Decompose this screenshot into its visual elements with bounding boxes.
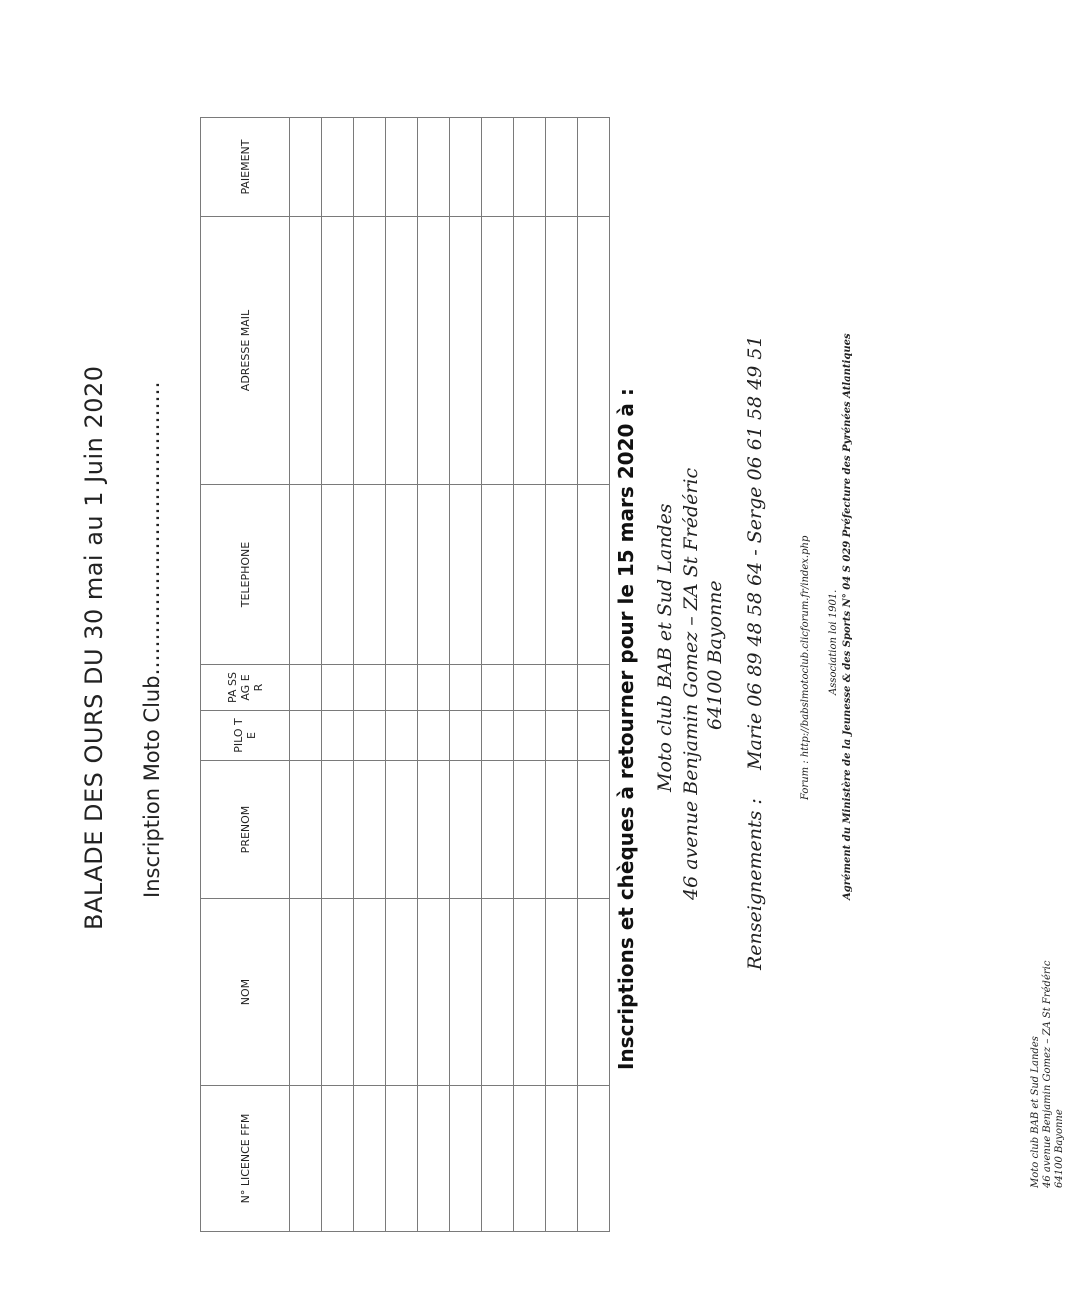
- table-cell: [546, 217, 578, 485]
- table-cell: [578, 711, 610, 761]
- table-cell: [386, 217, 418, 485]
- table-cell: [386, 899, 418, 1086]
- table-row: [354, 118, 386, 1232]
- header-pilote: PILO TE: [201, 711, 290, 761]
- table-cell: [514, 217, 546, 485]
- table-cell: [322, 761, 354, 899]
- table-cell: [354, 711, 386, 761]
- table-header-row: [201, 118, 290, 1232]
- table-cell: [514, 711, 546, 761]
- table-cell: [386, 485, 418, 665]
- table-cell: [482, 485, 514, 665]
- page-title: BALADE DES OURS DU 30 mai au 1 Juin 2020: [80, 365, 108, 930]
- agrement-text: Agrément du Ministère de la Jeunesse & des Sports N° 04 S 029 Préfecture des Pyrénées Atlantiques: [842, 333, 853, 900]
- header-prenom: PRENOM: [201, 761, 290, 899]
- table-cell: [386, 711, 418, 761]
- table-cell: [546, 711, 578, 761]
- table-cell: [386, 761, 418, 899]
- table-row: [450, 118, 482, 1232]
- table-cell: [418, 1086, 450, 1232]
- table-cell: [482, 761, 514, 899]
- table-cell: [514, 899, 546, 1086]
- table-cell: [290, 761, 322, 899]
- table-cell: [354, 485, 386, 665]
- table-cell: [418, 711, 450, 761]
- table-cell: [450, 485, 482, 665]
- table-cell: [482, 899, 514, 1086]
- association-text: Association loi 1901.: [828, 589, 839, 695]
- table-cell: [578, 761, 610, 899]
- header-telephone: TELEPHONE: [201, 485, 290, 665]
- info-label: Renseignements :: [744, 798, 766, 970]
- registration-table: [200, 117, 610, 1232]
- header-adresse-mail: ADRESSE MAIL: [201, 217, 290, 485]
- table-row: [482, 118, 514, 1232]
- table-cell: [418, 761, 450, 899]
- table-cell: [482, 665, 514, 711]
- header-paiement: PAIEMENT: [201, 118, 290, 217]
- table-cell: [290, 485, 322, 665]
- table-row: [386, 118, 418, 1232]
- header-licence: N° LICENCE FFM: [201, 1086, 290, 1232]
- header-nom: NOM: [201, 899, 290, 1086]
- table-row: [290, 118, 322, 1232]
- table-cell: [290, 217, 322, 485]
- table-cell: [514, 1086, 546, 1232]
- table-cell: [514, 118, 546, 217]
- table-cell: [386, 665, 418, 711]
- table-cell: [514, 761, 546, 899]
- table-cell: [418, 665, 450, 711]
- table-cell: [450, 711, 482, 761]
- deadline-text: Inscriptions et chèques à retourner pour le 15 mars 2020 à :: [614, 388, 638, 1070]
- table-cell: [322, 665, 354, 711]
- table-cell: [354, 899, 386, 1086]
- table-cell: [322, 711, 354, 761]
- table-cell: [578, 665, 610, 711]
- footer-address-line: 46 avenue Benjamin Gomez – ZA St Frédéric: [1042, 960, 1053, 1188]
- table-cell: [450, 665, 482, 711]
- info-contacts: Marie 06 89 48 58 64 - Serge 06 61 58 49 51: [744, 335, 766, 770]
- table-cell: [482, 1086, 514, 1232]
- org-city: 64100 Bayonne: [704, 580, 726, 730]
- footer-address: [1030, 961, 1066, 1188]
- table-cell: [418, 118, 450, 217]
- table-cell: [322, 1086, 354, 1232]
- footer-address-line: 64100 Bayonne: [1054, 1109, 1065, 1188]
- table-cell: [354, 665, 386, 711]
- table-cell: [546, 761, 578, 899]
- table-cell: [546, 899, 578, 1086]
- table-cell: [418, 217, 450, 485]
- table-cell: [450, 761, 482, 899]
- table-row: [514, 118, 546, 1232]
- table-cell: [482, 711, 514, 761]
- table-cell: [450, 1086, 482, 1232]
- table-cell: [354, 1086, 386, 1232]
- table-row: [418, 118, 450, 1232]
- club-name-line: Inscription Moto Club……………………………………: [140, 381, 164, 898]
- table-cell: [514, 485, 546, 665]
- table-cell: [482, 217, 514, 485]
- org-name: Moto club BAB et Sud Landes: [654, 503, 676, 792]
- table-row: [322, 118, 354, 1232]
- table-cell: [290, 665, 322, 711]
- table-cell: [386, 118, 418, 217]
- table-cell: [514, 665, 546, 711]
- table-cell: [450, 217, 482, 485]
- org-address: 46 avenue Benjamin Gomez – ZA St Frédéric: [680, 467, 702, 900]
- table-cell: [322, 899, 354, 1086]
- table-cell: [578, 1086, 610, 1232]
- table-cell: [290, 899, 322, 1086]
- table-cell: [322, 485, 354, 665]
- table-cell: [578, 899, 610, 1086]
- table-row: [578, 118, 610, 1232]
- forum-link-text: Forum : http://babslmotoclub.clicforum.fr/index.php: [800, 535, 811, 800]
- table-cell: [578, 118, 610, 217]
- table-cell: [322, 217, 354, 485]
- table-cell: [354, 761, 386, 899]
- footer-address-line: Moto club BAB et Sud Landes: [1030, 1036, 1041, 1188]
- table-cell: [418, 899, 450, 1086]
- table-cell: [450, 899, 482, 1086]
- table-cell: [290, 1086, 322, 1232]
- table-cell: [450, 118, 482, 217]
- table-cell: [290, 711, 322, 761]
- table-cell: [578, 217, 610, 485]
- table-cell: [578, 485, 610, 665]
- table-cell: [354, 217, 386, 485]
- table-cell: [482, 118, 514, 217]
- header-passager: PA SS AG ER: [201, 665, 290, 711]
- table-cell: [546, 118, 578, 217]
- table-cell: [418, 485, 450, 665]
- table-cell: [546, 665, 578, 711]
- table-cell: [546, 485, 578, 665]
- table-row: [546, 118, 578, 1232]
- table-cell: [546, 1086, 578, 1232]
- table-cell: [354, 118, 386, 217]
- table-cell: [322, 118, 354, 217]
- table-cell: [386, 1086, 418, 1232]
- table-cell: [290, 118, 322, 217]
